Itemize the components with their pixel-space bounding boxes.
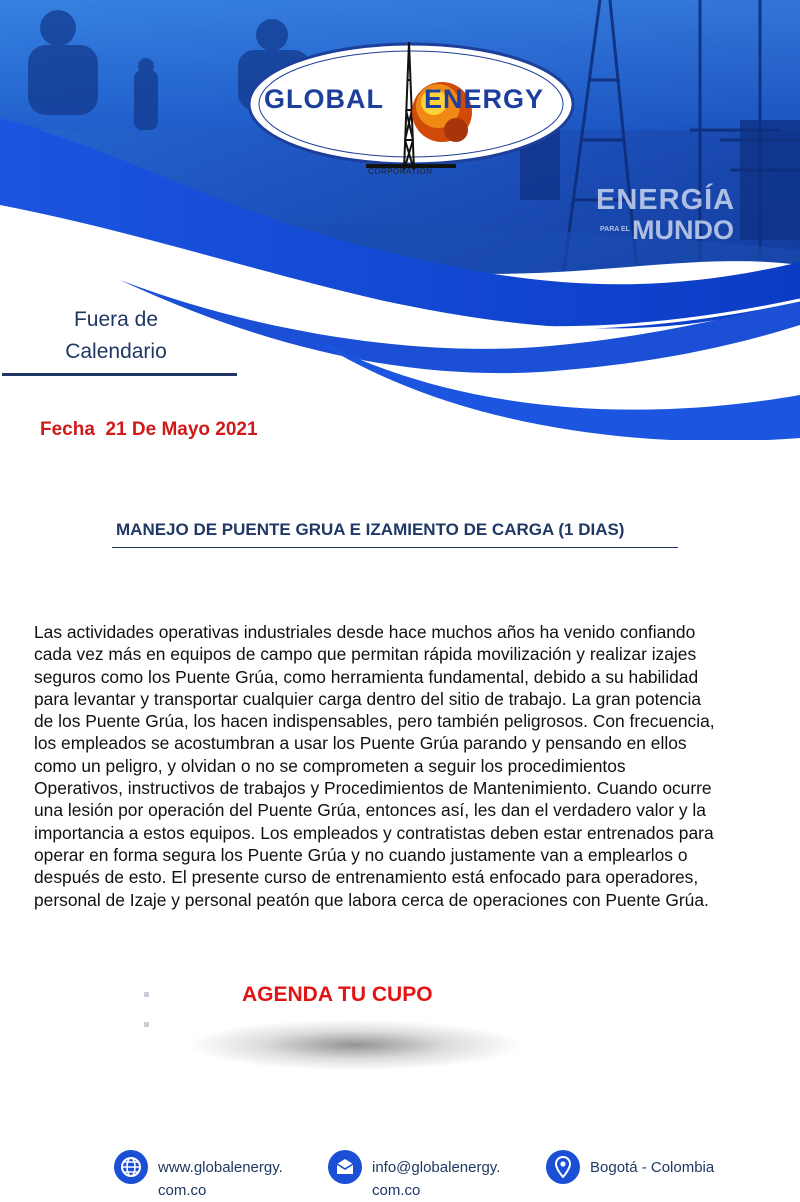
- mail-icon: [328, 1150, 362, 1184]
- description-line: después de esto. El presente curso de entrenamiento está enfocado para operadores,: [34, 867, 699, 888]
- description-line: seguros como los Puente Grúa, como herramienta fundamental, debido a su habilidad: [34, 666, 699, 687]
- footer-email-line1: info@globalenergy.: [372, 1159, 501, 1176]
- course-title: MANEJO DE PUENTE GRUA E IZAMIENTO DE CARGA (1 DIAS): [116, 520, 625, 539]
- description-line: para levantar y transportar cualquier carga dentro del sitio de trabajo. La gran potencia: [34, 688, 702, 709]
- footer-email[interactable]: [328, 1150, 500, 1202]
- slogan-line1: ENERGÍA: [596, 184, 736, 216]
- calendar-underline: [2, 373, 237, 376]
- logo-word-global: GLOBAL: [264, 84, 384, 114]
- calendar-label-line2: Calendario: [65, 340, 167, 363]
- globe-icon: [114, 1150, 148, 1184]
- slogan-line2: MUNDO: [632, 215, 734, 245]
- course-description: [34, 621, 774, 911]
- agenda-cupo-link[interactable]: AGENDA TU CUPO: [242, 983, 433, 1006]
- global-energy-logo: [246, 40, 576, 180]
- calendar-label-line1: Fuera de: [73, 308, 159, 331]
- location-pin-icon: [546, 1150, 580, 1184]
- description-line: personal de Izaje y personal peatón que labora cerca de operaciones con Puente Grúa.: [34, 889, 709, 910]
- footer-web[interactable]: [114, 1150, 283, 1202]
- calendar-label: [0, 304, 232, 368]
- description-line: como un peligro, y olvidan o no se comprometen a seguir los procedimientos: [34, 755, 626, 776]
- footer-location: [546, 1150, 714, 1184]
- description-line: cada vez más en equipos de campo que permitan rápida movilización y realizar izajes: [34, 644, 697, 665]
- logo-word-energy: ENERGY: [424, 84, 545, 114]
- footer-web-line2: com.co: [158, 1182, 207, 1199]
- description-line: Las actividades operativas industriales desde hace muchos años ha venido confiando: [34, 622, 696, 642]
- footer-location-line1: Bogotá - Colombia: [590, 1159, 715, 1176]
- description-line: de los Puente Grúa, los hacen indispensables, pero también peligrosos. Con frecuencia,: [34, 711, 715, 732]
- course-date: Fecha 21 De Mayo 2021: [40, 419, 258, 440]
- description-line: importancia a estos equipos. Los empleados y contratistas deben estar entrenados para: [34, 822, 714, 843]
- slogan-small: PARA EL: [600, 226, 630, 233]
- course-title-underline: [112, 547, 678, 548]
- description-line: una lesión por operación del Puente Grúa, entonces así, les dan el verdadero valor y la: [34, 800, 706, 821]
- footer-web-line1: www.globalenergy.: [158, 1159, 283, 1176]
- description-line: operar en forma segura los Puente Grúa y no cuando justamente van a emplearlos o: [34, 844, 688, 865]
- description-line: los empleados se acostumbran a usar los Puente Grúa parando y pensando en ellos: [34, 733, 687, 754]
- bullet-marker: [144, 1022, 149, 1027]
- bullet-marker: [144, 992, 149, 997]
- slogan: [596, 184, 736, 245]
- cta-shadow: [190, 1020, 520, 1070]
- footer-email-line2: com.co: [372, 1182, 421, 1199]
- description-line: Operativos, instructivos de trabajos y Procedimientos de Mantenimiento. Cuando ocurre: [34, 778, 712, 799]
- logo-subtitle: CORPORATION: [368, 167, 433, 176]
